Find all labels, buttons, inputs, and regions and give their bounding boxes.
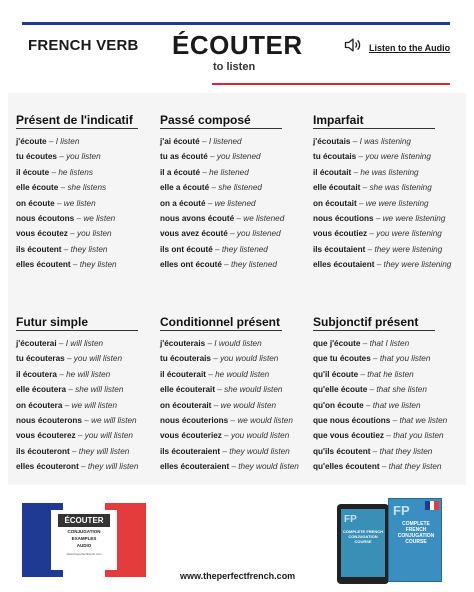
english-translation: we listened — [214, 198, 256, 208]
tense-column-subjonctif-present — [313, 315, 453, 475]
dash-separator: – — [356, 152, 366, 162]
conjugation-row — [160, 459, 300, 474]
conjugation-row — [313, 351, 453, 366]
english-translation: that we listen — [372, 400, 421, 410]
conjugation-row — [160, 367, 300, 382]
dash-separator: – — [207, 152, 217, 162]
conjugation-row — [313, 211, 453, 226]
french-form: on a écouté — [160, 198, 206, 208]
dash-separator: – — [367, 229, 377, 239]
english-translation: they were listening — [374, 244, 443, 254]
french-form: tu écouterais — [160, 354, 211, 364]
french-form: j'écouterais — [160, 339, 206, 348]
conjugation-row — [160, 149, 300, 164]
conjugation-row — [160, 382, 300, 397]
french-form: elles écoutaient — [313, 260, 375, 270]
tense-column-futur-simple — [16, 315, 156, 475]
french-form: que nous écoutions — [313, 416, 391, 426]
french-form: elles ont écouté — [160, 260, 222, 270]
french-form: elle a écouté — [160, 183, 210, 193]
english-translation: we will listen — [71, 400, 118, 410]
french-form: elles écouteront — [16, 462, 79, 472]
audio-control[interactable] — [343, 35, 450, 60]
french-form: vous écoutez — [16, 229, 68, 239]
dash-separator: – — [360, 339, 370, 348]
french-form: que j'écoute — [313, 339, 361, 348]
conjugation-row — [16, 180, 156, 195]
french-form: tu écoutais — [313, 152, 357, 162]
english-translation: she listened — [218, 183, 262, 193]
french-form: on écoutera — [16, 400, 63, 410]
page-header — [0, 30, 474, 80]
french-form: nous écoutons — [16, 214, 75, 224]
english-translation: we were listening — [382, 214, 446, 224]
french-form: ils écouteront — [16, 446, 70, 456]
dash-separator: – — [383, 431, 394, 441]
conjugation-row — [16, 211, 156, 226]
english-translation: you were listening — [376, 229, 442, 239]
dash-separator: – — [205, 198, 215, 208]
conjugation-row — [16, 226, 156, 241]
french-form: vous écouteriez — [160, 431, 222, 441]
conjugation-row — [160, 257, 300, 272]
french-form: il écoutait — [313, 167, 352, 177]
dash-separator: – — [61, 244, 71, 254]
dash-separator: – — [390, 416, 400, 426]
conjugation-row — [160, 180, 300, 195]
conjugation-row — [313, 413, 453, 428]
dash-separator: – — [205, 339, 215, 348]
conjugation-row — [313, 398, 453, 413]
english-translation: you will listen — [84, 431, 133, 441]
english-translation: that they listen — [379, 446, 433, 456]
english-translation: they would listen — [229, 446, 290, 456]
conjugation-row — [313, 459, 453, 474]
french-form: elle écoutait — [313, 183, 361, 193]
english-translation: she will listen — [75, 385, 124, 395]
dash-separator: – — [70, 260, 80, 270]
dash-separator: – — [211, 400, 221, 410]
flag-verb-title: ÉCOUTER — [58, 514, 109, 527]
french-form: vous avez écouté — [160, 229, 228, 239]
conjugation-row — [313, 242, 453, 257]
page-footer — [0, 498, 474, 592]
english-translation: that you listen — [393, 431, 444, 441]
french-form: elles écoutent — [16, 260, 71, 270]
french-form: j'ai écouté — [160, 137, 200, 146]
french-form: tu écouteras — [16, 354, 65, 364]
french-form: il écoute — [16, 167, 50, 177]
french-form: on écouterait — [160, 400, 212, 410]
french-form: elle écoutera — [16, 385, 67, 395]
english-translation: they will listen — [78, 446, 130, 456]
conjugation-row — [160, 413, 300, 428]
dash-separator: – — [205, 369, 216, 379]
dash-separator: – — [351, 167, 361, 177]
dash-separator: – — [46, 137, 56, 146]
dash-separator: – — [67, 229, 77, 239]
tablet-image — [337, 504, 389, 584]
conjugation-row — [313, 428, 453, 443]
french-form: vous écoutiez — [313, 229, 368, 239]
french-form: j'écouterai — [16, 339, 57, 348]
flag-small-url: www.theperfectfrench.com — [66, 552, 102, 556]
conjugation-row — [313, 444, 453, 459]
tense-column-passe-compose — [160, 113, 300, 273]
conjugation-row — [313, 165, 453, 180]
dash-separator: – — [228, 416, 238, 426]
english-translation: we will listen — [91, 416, 137, 426]
conjugation-row — [313, 196, 453, 211]
english-translation: he was listening — [360, 167, 419, 177]
english-translation: they listen — [79, 260, 117, 270]
conjugation-row — [160, 134, 300, 149]
english-translation: they listen — [70, 244, 108, 254]
french-form: ils écoutent — [16, 244, 62, 254]
top-blue-rule — [22, 22, 450, 25]
dash-separator: – — [210, 354, 221, 364]
conjugation-row — [313, 134, 453, 149]
dash-separator: – — [358, 369, 368, 379]
dash-separator: – — [379, 462, 389, 472]
dash-separator: – — [220, 446, 230, 456]
tense-column-present — [16, 113, 156, 273]
english-translation: I was listening — [359, 137, 411, 146]
french-form: nous écouterons — [16, 416, 82, 426]
conjugation-row — [16, 459, 156, 474]
french-form: ils écouteraient — [160, 446, 221, 456]
french-form: on écoute — [16, 198, 55, 208]
tense-title: Subjonctif présent — [313, 315, 435, 331]
tense-title: Passé composé — [160, 113, 282, 129]
french-form: j'écoutais — [313, 137, 351, 146]
english-translation: you listened — [236, 229, 281, 239]
french-form: qu'on écoute — [313, 400, 364, 410]
verb-translation: to listen — [213, 61, 256, 73]
dash-separator: – — [49, 167, 59, 177]
conjugation-row — [313, 382, 453, 397]
book-cover-image — [388, 498, 442, 582]
english-translation: they will listen — [87, 462, 139, 472]
dash-separator: – — [360, 183, 370, 193]
tense-title: Futur simple — [16, 315, 138, 331]
tablet-book-title: COMPLETE FRENCH CONJUGATION COURSE — [343, 529, 383, 544]
english-translation: they listened — [221, 244, 268, 254]
english-translation: he will listen — [66, 369, 111, 379]
dash-separator: – — [81, 416, 92, 426]
bottom-red-rule — [212, 83, 450, 85]
conjugation-row — [16, 428, 156, 443]
conjugation-row — [16, 134, 156, 149]
dash-separator: – — [58, 183, 68, 193]
conjugation-row — [160, 444, 300, 459]
dash-separator: – — [227, 229, 237, 239]
dash-separator: – — [62, 400, 72, 410]
english-translation: we would listen — [220, 400, 277, 410]
flag-label-box — [51, 510, 117, 570]
english-translation: they listened — [231, 260, 277, 270]
dash-separator: – — [234, 214, 244, 224]
dash-separator: – — [69, 446, 79, 456]
book-mark: FP — [393, 503, 410, 518]
dash-separator: – — [370, 446, 380, 456]
flag-line-audio: AUDIO — [76, 543, 92, 548]
english-translation: we listened — [243, 214, 285, 224]
verb-title: ÉCOUTER — [172, 30, 303, 60]
conjugation-row — [160, 351, 300, 366]
french-form: qu'elle écoute — [313, 385, 368, 395]
speaker-icon[interactable] — [343, 35, 363, 60]
english-translation: that you listen — [379, 354, 431, 364]
dash-separator: – — [229, 462, 239, 472]
tense-column-imparfait — [313, 113, 453, 273]
conjugation-row — [16, 413, 156, 428]
conjugation-row — [16, 165, 156, 180]
book-title: COMPLETE FRENCH CONJUGATION COURSE — [397, 521, 435, 545]
english-translation: I would listen — [214, 339, 262, 348]
french-form: on écoutait — [313, 198, 357, 208]
english-translation: he listened — [209, 167, 249, 177]
french-form: nous avons écouté — [160, 214, 235, 224]
flag-line-conjugation: CONJUGATION — [67, 529, 101, 534]
english-translation: he would listen — [215, 369, 270, 379]
listen-audio-link[interactable]: Listen to the Audio — [369, 42, 451, 53]
english-translation: she would listen — [224, 385, 283, 395]
english-translation: that they listen — [388, 462, 442, 472]
dash-separator: – — [75, 431, 85, 441]
dash-separator: – — [221, 431, 231, 441]
dash-separator: – — [56, 152, 67, 162]
dash-separator: – — [370, 354, 380, 364]
english-translation: I listened — [208, 137, 242, 146]
conjugation-row — [16, 149, 156, 164]
dash-separator: – — [221, 260, 231, 270]
french-form: nous écouterions — [160, 416, 229, 426]
dash-separator: – — [54, 198, 64, 208]
conjugation-row — [16, 351, 156, 366]
tense-title: Présent de l'indicatif — [16, 113, 138, 129]
english-translation: you would listen — [231, 431, 290, 441]
conjugation-row — [16, 367, 156, 382]
english-translation: we listen — [63, 198, 96, 208]
book-flag-icon — [425, 501, 439, 510]
french-form: ils écoutaient — [313, 244, 366, 254]
english-translation: she was listening — [369, 183, 432, 193]
french-form: ils ont écouté — [160, 244, 213, 254]
conjugation-row — [160, 336, 300, 351]
english-translation: you would listen — [220, 354, 279, 364]
tense-title: Imparfait — [313, 113, 435, 129]
conjugation-row — [160, 398, 300, 413]
dash-separator: – — [374, 260, 384, 270]
conjugation-row — [16, 196, 156, 211]
dash-separator: – — [56, 369, 67, 379]
dash-separator: – — [356, 198, 366, 208]
flag-line-examples: EXAMPLES — [71, 536, 97, 541]
conjugation-row — [313, 226, 453, 241]
dash-separator: – — [200, 167, 210, 177]
conjugation-row — [160, 196, 300, 211]
conjugation-row — [160, 211, 300, 226]
english-translation: that he listen — [367, 369, 414, 379]
conjugation-row — [16, 398, 156, 413]
english-translation: we would listen — [237, 416, 293, 426]
conjugation-row — [313, 257, 453, 272]
french-form: qu'elles écoutent — [313, 462, 380, 472]
english-translation: she listens — [67, 183, 107, 193]
conjugation-row — [160, 242, 300, 257]
english-translation: I will listen — [65, 339, 104, 348]
english-translation: you will listen — [73, 354, 123, 364]
website-link[interactable]: www.theperfectfrench.com — [180, 571, 296, 581]
tense-title: Conditionnel présent — [160, 315, 280, 329]
english-translation: he listens — [58, 167, 93, 177]
dash-separator: – — [56, 339, 66, 348]
french-form: qu'il écoute — [313, 369, 359, 379]
dash-separator: – — [350, 137, 360, 146]
dash-separator: – — [64, 354, 74, 364]
english-translation: we listen — [83, 214, 116, 224]
french-form: que tu écoutes — [313, 354, 371, 364]
dash-separator: – — [367, 385, 377, 395]
conjugation-row — [16, 257, 156, 272]
english-translation: you listen — [76, 229, 112, 239]
dash-separator: – — [365, 244, 375, 254]
conjugation-row — [16, 382, 156, 397]
conjugation-row — [313, 149, 453, 164]
french-form: que vous écoutiez — [313, 431, 384, 441]
french-form: il a écouté — [160, 167, 201, 177]
dash-separator: – — [66, 385, 76, 395]
english-translation: I listen — [55, 137, 80, 146]
french-verb-label: FRENCH VERB — [28, 37, 139, 54]
dash-separator: – — [74, 214, 84, 224]
french-form: tu écoutes — [16, 152, 57, 162]
english-translation: that I listen — [369, 339, 410, 348]
french-form: nous écoutions — [313, 214, 374, 224]
french-form: elle écoute — [16, 183, 59, 193]
english-translation: that she listen — [376, 385, 427, 395]
french-form: j'écoute — [16, 137, 47, 146]
conjugation-row — [160, 226, 300, 241]
tablet-screen — [341, 509, 385, 577]
english-translation: they would listen — [238, 462, 299, 472]
english-translation: you were listening — [365, 152, 431, 162]
conjugation-row — [16, 242, 156, 257]
dash-separator: – — [78, 462, 88, 472]
tense-column-conditionnel-present — [160, 315, 300, 475]
dash-separator: – — [373, 214, 383, 224]
conjugation-row — [16, 444, 156, 459]
dash-separator: – — [363, 400, 373, 410]
english-translation: that we listen — [399, 416, 448, 426]
french-form: qu'ils écoutent — [313, 446, 371, 456]
conjugation-row — [313, 367, 453, 382]
english-translation: you listened — [216, 152, 261, 162]
french-form: il écouterait — [160, 369, 206, 379]
french-form: elles écouteraient — [160, 462, 230, 472]
english-translation: we were listening — [365, 198, 429, 208]
conjugation-row — [160, 165, 300, 180]
dash-separator: – — [212, 244, 222, 254]
dash-separator: – — [215, 385, 225, 395]
tablet-book-mark: FP — [344, 514, 357, 525]
conjugation-row — [313, 336, 453, 351]
english-translation: they were listening — [383, 260, 452, 270]
french-form: vous écouterez — [16, 431, 76, 441]
english-translation: you listen — [66, 152, 101, 162]
dash-separator: – — [209, 183, 219, 193]
conjugation-row — [160, 428, 300, 443]
french-form: elle écouterait — [160, 385, 216, 395]
french-form: tu as écouté — [160, 152, 208, 162]
conjugation-row — [313, 180, 453, 195]
french-form: il écoutera — [16, 369, 57, 379]
dash-separator: – — [199, 137, 209, 146]
conjugation-row — [16, 336, 156, 351]
